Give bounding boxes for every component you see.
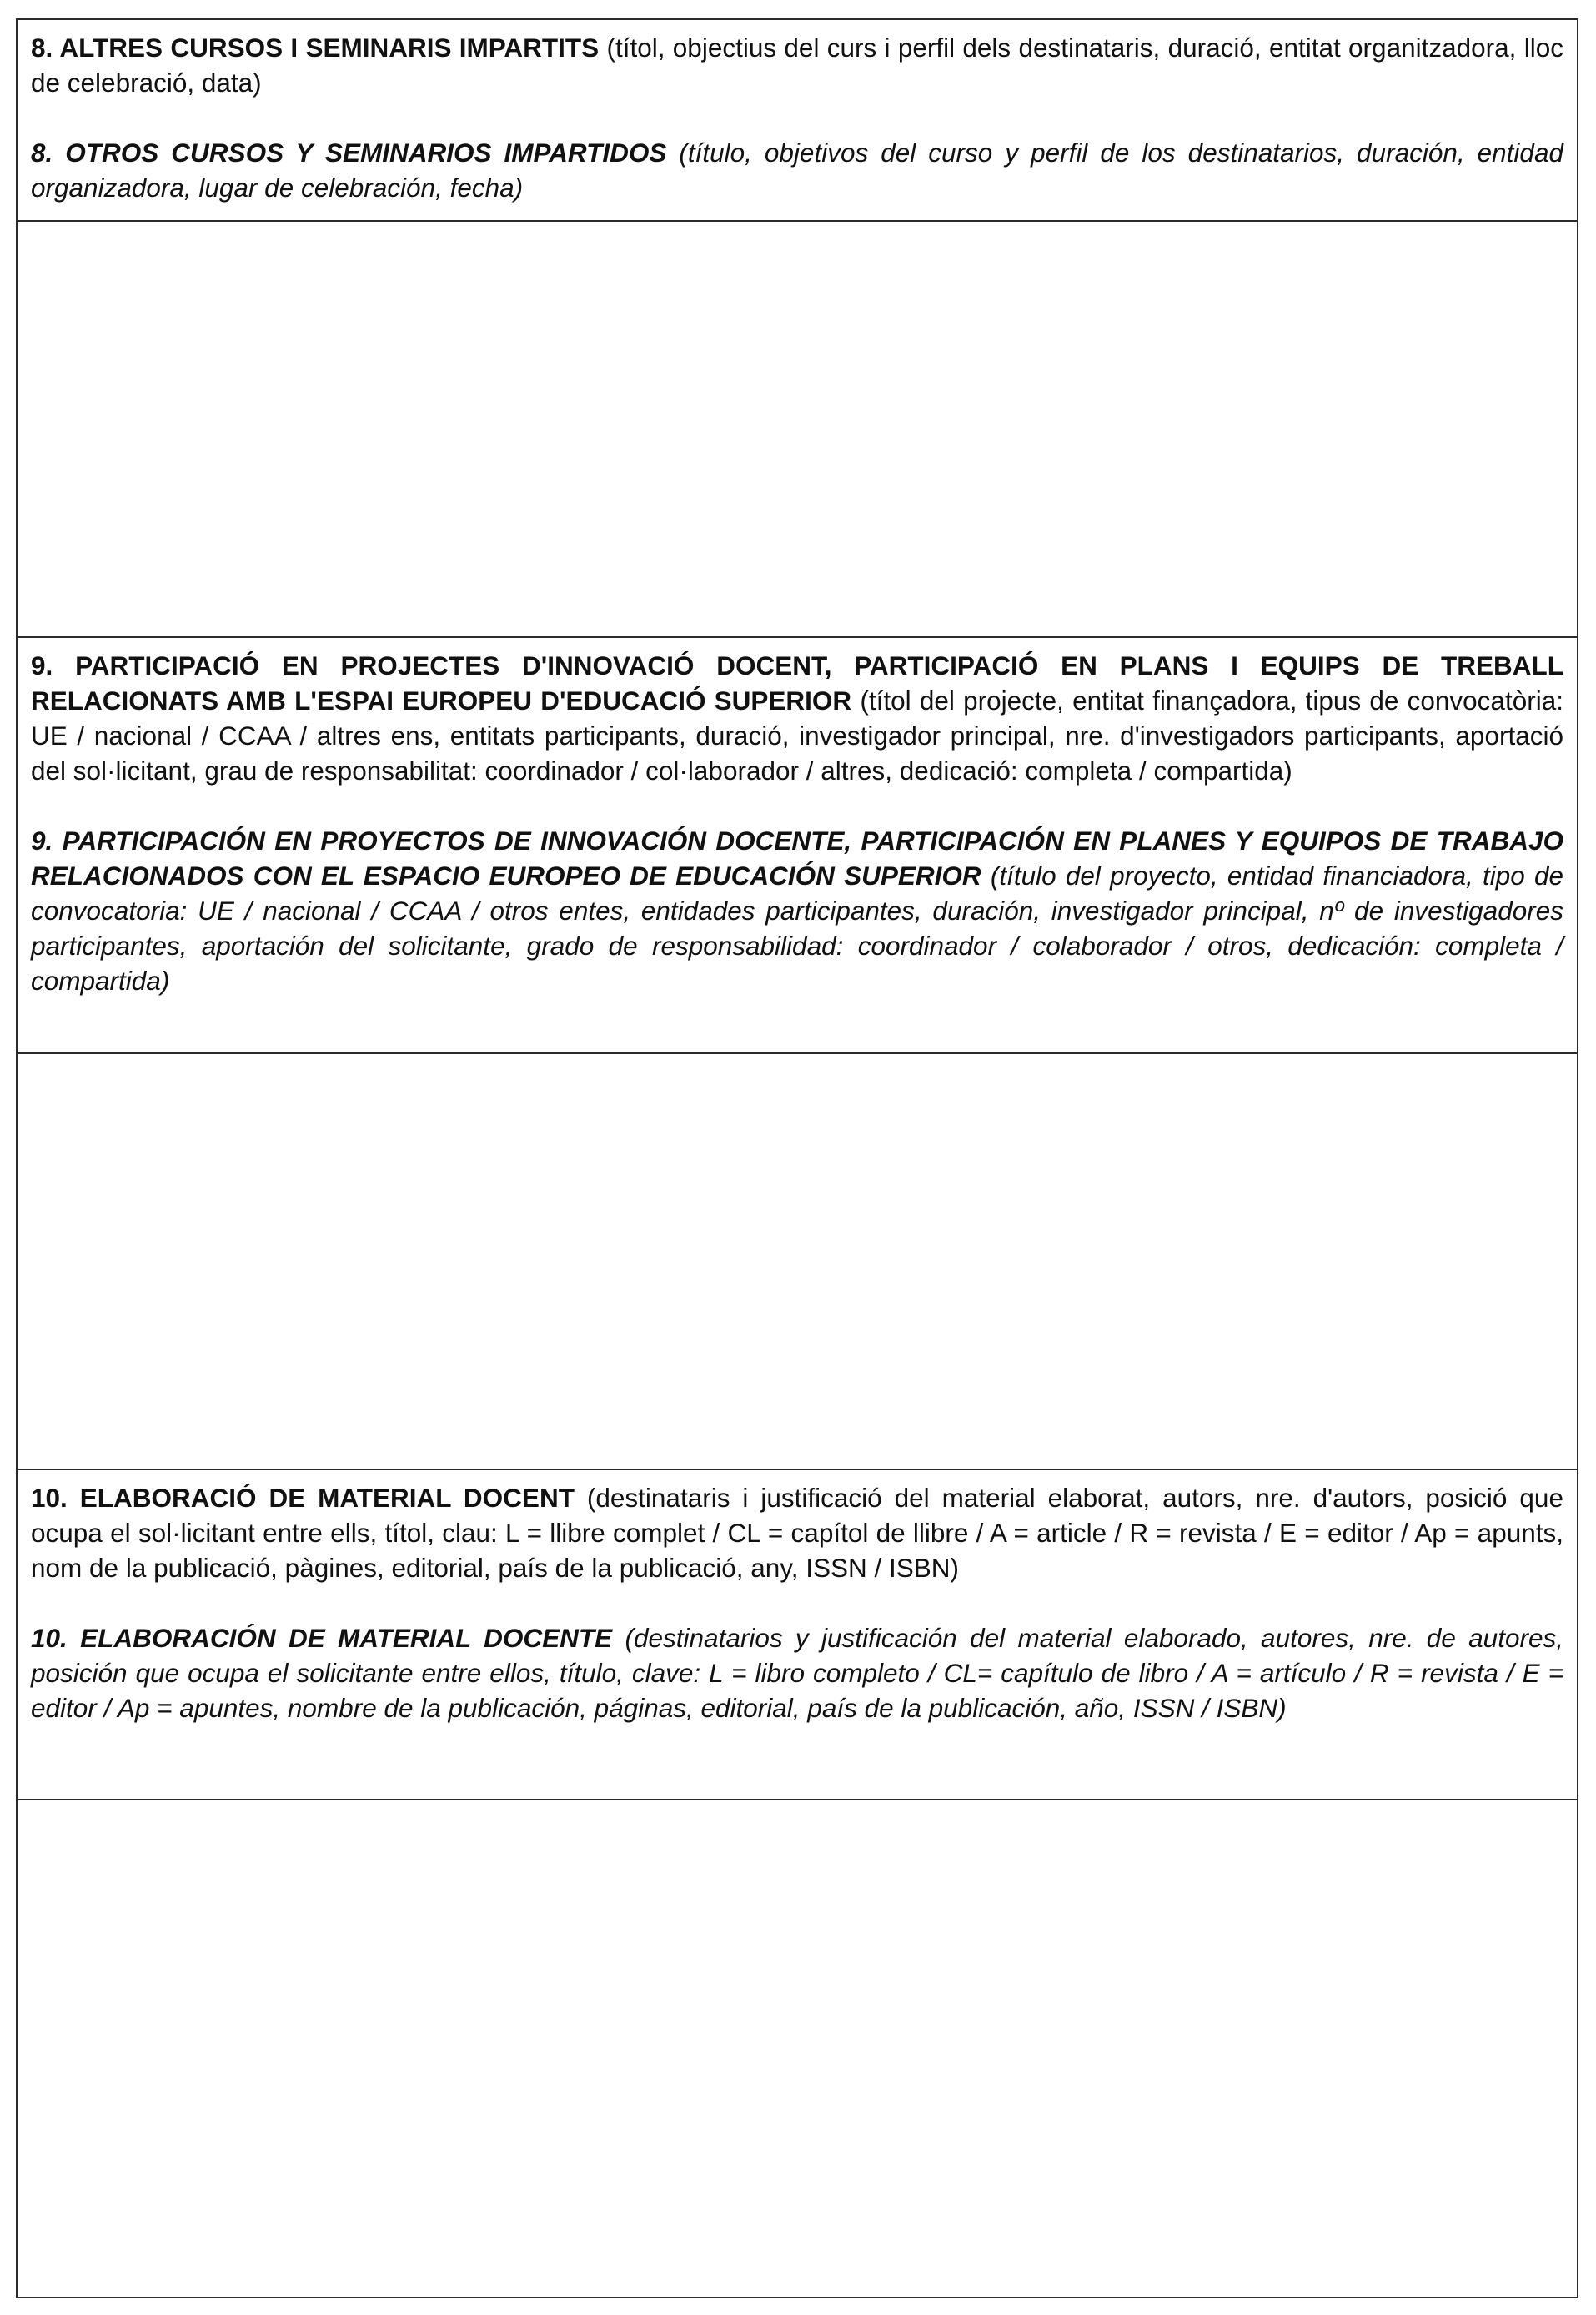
section-description: (destinataris i justificació del material elaborat, autors, nre. d'autors, posició que ocupa el sol·licitant entre ells, títol, clau: L = llibre complet / CL = capítol de llibre / A = article / R = revista / E = editor / Ap = apunts, nom de la publicació, pàgines, editorial, país de la publicació, any, ISSN / ISBN) (31, 1483, 1563, 1583)
section-title: PARTICIPACIÓN EN PROYECTOS DE INNOVACIÓN DOCENTE, PARTICIPACIÓN EN PLANES Y EQUIPOS DE TRABAJO RELACIONADOS CON EL ESPACIO EUROPEO DE EDUCACIÓN SUPERIOR (31, 826, 1563, 891)
section-number: 9. (31, 650, 53, 680)
section-10-heading-ca (31, 1480, 1563, 1585)
section-10-answer-area[interactable] (18, 1799, 1577, 2297)
cv-form-table (16, 18, 1578, 2298)
section-8-header (18, 20, 1577, 220)
section-number: 8. (31, 138, 53, 168)
section-description: (título del proyecto, entidad financiadora, tipo de convocatoria: UE / nacional / CCAA / otros entes, entidades participantes, duración, investigador principal, nº de investigadores participantes, aportación del solicitante, grado de responsabilidad: coordinador / colaborador / otros, dedicación: completa / compartida) (31, 861, 1564, 996)
section-description: (títol del projecte, entitat finançadora, tipus de convocatòria: UE / nacional / CCAA / altres ens, entitats participants, duració, investigador principal, nre. d'investigadors participants, aportació del sol·licitant, grau de responsabilitat: coordinador / col·laborador / altres, dedicació: completa / compartida) (31, 685, 1563, 786)
section-10-header (18, 1469, 1577, 1799)
section-8-answer-area[interactable] (18, 220, 1577, 636)
section-number: 10. (31, 1623, 68, 1653)
section-description: (título, objetivos del curso y perfil de los destinatarios, duración, entidad organizadora, lugar de celebración, fecha) (31, 138, 1563, 203)
section-9-heading-ca (31, 648, 1563, 788)
section-8-answer[interactable] (18, 222, 1577, 242)
section-9-answer[interactable] (18, 1054, 1577, 1074)
section-title: OTROS CURSOS Y SEMINARIOS IMPARTIDOS (65, 138, 667, 168)
section-9-answer-area[interactable] (18, 1052, 1577, 1469)
section-number: 8. (31, 33, 53, 63)
section-9-heading-es (31, 823, 1563, 998)
section-number: 9. (31, 826, 53, 856)
section-8-heading-es (31, 135, 1563, 205)
section-10-heading-es (31, 1620, 1563, 1725)
section-10-answer[interactable] (18, 1800, 1577, 1820)
section-number: 10. (31, 1483, 68, 1513)
section-title: PARTICIPACIÓ EN PROJECTES D'INNOVACIÓ DOCENT, PARTICIPACIÓ EN PLANS I EQUIPS DE TREBALL RELACIONATS AMB L'ESPAI EUROPEU D'EDUCACIÓ SUPERIOR (31, 650, 1563, 716)
section-8-heading-ca (31, 30, 1563, 100)
section-description: (destinatarios y justificación del material elaborado, autores, nre. de autores, posición que ocupa el solicitante entre ellos, título, clave: L = libro completo / CL= capítulo de libro / A = artículo / R = revista / E = editor / Ap = apuntes, nombre de la publicación, páginas, editorial, país de la publicación, año, ISSN / ISBN) (31, 1623, 1563, 1723)
section-title: ELABORACIÓ DE MATERIAL DOCENT (79, 1483, 575, 1513)
section-title: ELABORACIÓN DE MATERIAL DOCENTE (80, 1623, 613, 1653)
section-9-header (18, 636, 1577, 1052)
section-description: (títol, objectius del curs i perfil dels destinataris, duració, entitat organitzadora, lloc de celebració, data) (31, 33, 1563, 98)
section-title: ALTRES CURSOS I SEMINARIS IMPARTITS (59, 33, 600, 63)
